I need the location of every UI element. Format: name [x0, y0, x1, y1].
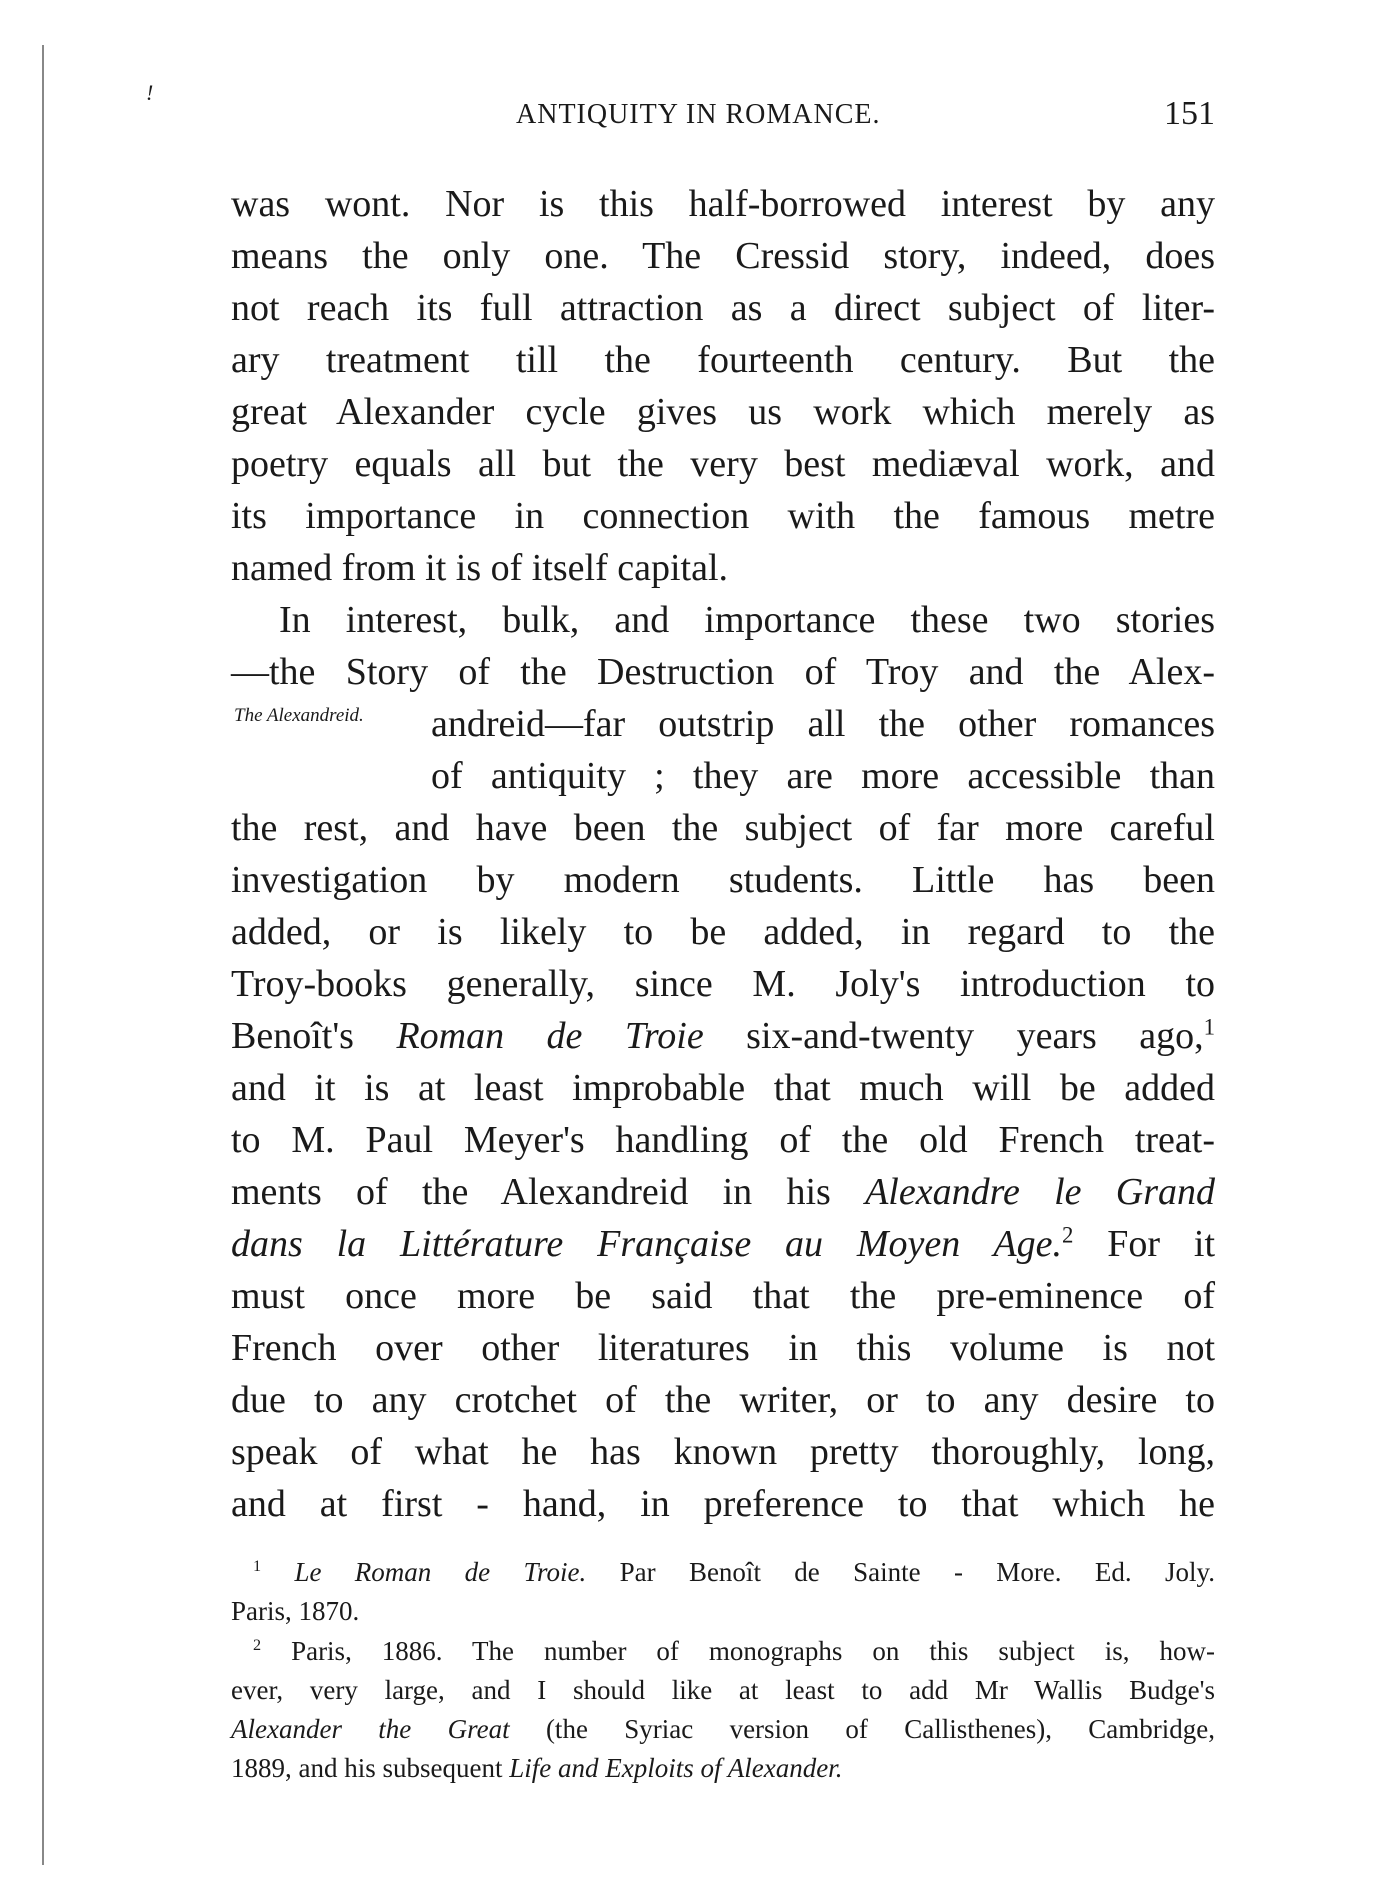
text-line	[231, 1374, 1215, 1426]
footnote-ref: 1	[1203, 1014, 1215, 1040]
text-line-content	[231, 854, 1215, 906]
text-run: Benoît's	[231, 1015, 397, 1057]
text-run: Paris, 1870.	[231, 1596, 360, 1627]
footnote-ref: 2	[253, 1635, 262, 1654]
text-line-content	[431, 750, 1215, 802]
text-line	[231, 646, 1215, 698]
text-line-content	[231, 1218, 1215, 1270]
text-line-content	[231, 438, 1215, 490]
italic-title: Roman de Troie	[396, 1015, 704, 1057]
text-line	[231, 854, 1215, 906]
text-line-content	[231, 906, 1215, 958]
text-line-content	[431, 698, 1215, 750]
text-run: means the only one. The Cressid story, indeed, does	[231, 235, 1215, 277]
text-run: great Alexander cycle gives us work which merely as	[231, 391, 1215, 433]
text-run: and it is at least improbable that much will be added	[231, 1067, 1215, 1109]
text-line-content	[231, 542, 1215, 594]
text-line	[231, 906, 1215, 958]
text-line-content	[279, 594, 1215, 646]
text-line	[231, 698, 1215, 750]
text-run: speak of what he has known pretty thoroughly, long,	[231, 1431, 1215, 1473]
text-line	[231, 230, 1215, 282]
stray-mark: !	[146, 80, 154, 105]
text-line-content	[231, 1114, 1215, 1166]
text-line	[231, 1322, 1215, 1374]
text-line	[231, 750, 1215, 802]
text-line	[231, 386, 1215, 438]
page-header	[231, 95, 1215, 135]
text-line-content	[231, 958, 1215, 1010]
text-run	[261, 1557, 294, 1587]
text-line-content	[231, 178, 1215, 230]
footnote-line	[231, 1671, 1215, 1710]
italic-title: Life and Exploits of Alexander.	[509, 1753, 843, 1784]
text-line-content	[231, 1426, 1215, 1478]
italic-title: Alexandre le Grand	[865, 1171, 1215, 1213]
text-run: and at first - hand, in preference to that which he	[231, 1483, 1215, 1525]
text-line-content	[231, 334, 1215, 386]
text-run: added, or is likely to be added, in regard to the	[231, 911, 1215, 953]
text-line-content	[231, 1010, 1215, 1062]
text-run: ary treatment till the fourteenth century. But the	[231, 339, 1215, 381]
text-run: due to any crotchet of the writer, or to any desire to	[231, 1379, 1215, 1421]
text-run: (the Syriac version of Callisthenes), Cambridge,	[509, 1714, 1215, 1745]
text-line	[231, 1166, 1215, 1218]
text-line-content	[231, 230, 1215, 282]
italic-title: Le Roman de Troie.	[294, 1557, 587, 1587]
footnote-line	[231, 1749, 1215, 1788]
text-run: 1889, and his subsequent	[231, 1753, 510, 1784]
text-run: six-and-twenty years ago,	[703, 1015, 1204, 1057]
text-line	[231, 542, 1215, 594]
text-line-content	[231, 1270, 1215, 1322]
footnote-line	[231, 1710, 1215, 1749]
body-text	[231, 178, 1215, 1530]
text-line	[231, 1010, 1215, 1062]
text-line	[231, 334, 1215, 386]
text-line-content	[231, 1374, 1215, 1426]
text-run: ments of the Alexandreid in his	[231, 1171, 866, 1213]
text-run: Paris, 1886. The number of monographs on this subject is, how-	[261, 1635, 1215, 1666]
text-run: named from it is of itself capital.	[231, 547, 729, 589]
text-line	[231, 178, 1215, 230]
text-run: andreid—far outstrip all the other romances	[431, 703, 1215, 745]
text-line-content	[231, 646, 1215, 698]
text-line	[231, 594, 1215, 646]
text-line	[231, 1478, 1215, 1530]
text-line	[231, 1270, 1215, 1322]
text-run: —the Story of the Destruction of Troy and the Alex-	[231, 651, 1215, 693]
footnote-line-content	[231, 1749, 1215, 1788]
italic-title: dans la Littérature Française au Moyen Age.	[231, 1223, 1063, 1265]
text-run: the rest, and have been the subject of far more careful	[231, 807, 1215, 849]
text-line-content	[231, 802, 1215, 854]
text-run: of antiquity ; they are more accessible than	[431, 755, 1215, 797]
margin-note: The Alexandreid.	[234, 705, 364, 726]
text-run: French over other literatures in this volume is not	[231, 1327, 1215, 1369]
footnotes	[231, 1553, 1215, 1789]
text-line-content	[231, 1166, 1215, 1218]
text-line-content	[231, 282, 1215, 334]
text-run: to M. Paul Meyer's handling of the old French treat-	[231, 1119, 1215, 1161]
text-line	[231, 282, 1215, 334]
page-edge-line	[42, 45, 44, 1865]
text-line	[231, 438, 1215, 490]
text-run: In interest, bulk, and importance these two stories	[279, 599, 1215, 641]
text-run: ever, very large, and I should like at least to add Mr Wallis Budge's	[231, 1674, 1215, 1705]
footnote-line-content	[253, 1632, 1215, 1671]
text-run: not reach its full attraction as a direct subject of liter-	[231, 287, 1215, 329]
running-title: ANTIQUITY IN ROMANCE.	[516, 99, 881, 130]
text-run: Par Benoît de Sainte - More. Ed. Joly.	[586, 1557, 1215, 1587]
text-line	[231, 490, 1215, 542]
text-run: poetry equals all but the very best mediæval work, and	[231, 443, 1215, 485]
italic-title: Alexander the Great	[231, 1714, 510, 1745]
page-number: 151	[1164, 95, 1215, 132]
footnote-ref: 1	[253, 1557, 262, 1575]
text-line	[231, 1426, 1215, 1478]
text-line-content	[231, 386, 1215, 438]
footnote-ref: 2	[1062, 1222, 1074, 1248]
text-run: Troy-books generally, since M. Joly's introduction to	[231, 963, 1215, 1005]
footnote-line-content	[231, 1710, 1215, 1749]
text-line-content	[231, 1322, 1215, 1374]
footnote-line	[231, 1592, 1215, 1631]
footnote-line	[231, 1553, 1215, 1592]
footnote-line-content	[231, 1592, 1215, 1631]
text-line-content	[231, 1478, 1215, 1530]
text-line-content	[231, 1062, 1215, 1114]
text-run: its importance in connection with the famous metre	[231, 495, 1215, 537]
footnote-line-content	[231, 1671, 1215, 1710]
text-line	[231, 802, 1215, 854]
text-run: For it	[1073, 1223, 1216, 1265]
text-run: must once more be said that the pre-eminence of	[231, 1275, 1215, 1317]
text-run: was wont. Nor is this half-borrowed interest by any	[231, 183, 1215, 225]
text-line	[231, 1114, 1215, 1166]
text-line-content	[231, 490, 1215, 542]
text-line	[231, 958, 1215, 1010]
footnote-line	[231, 1632, 1215, 1671]
text-run: investigation by modern students. Little has been	[231, 859, 1215, 901]
footnote-line-content	[253, 1553, 1215, 1592]
text-line	[231, 1218, 1215, 1270]
text-line	[231, 1062, 1215, 1114]
